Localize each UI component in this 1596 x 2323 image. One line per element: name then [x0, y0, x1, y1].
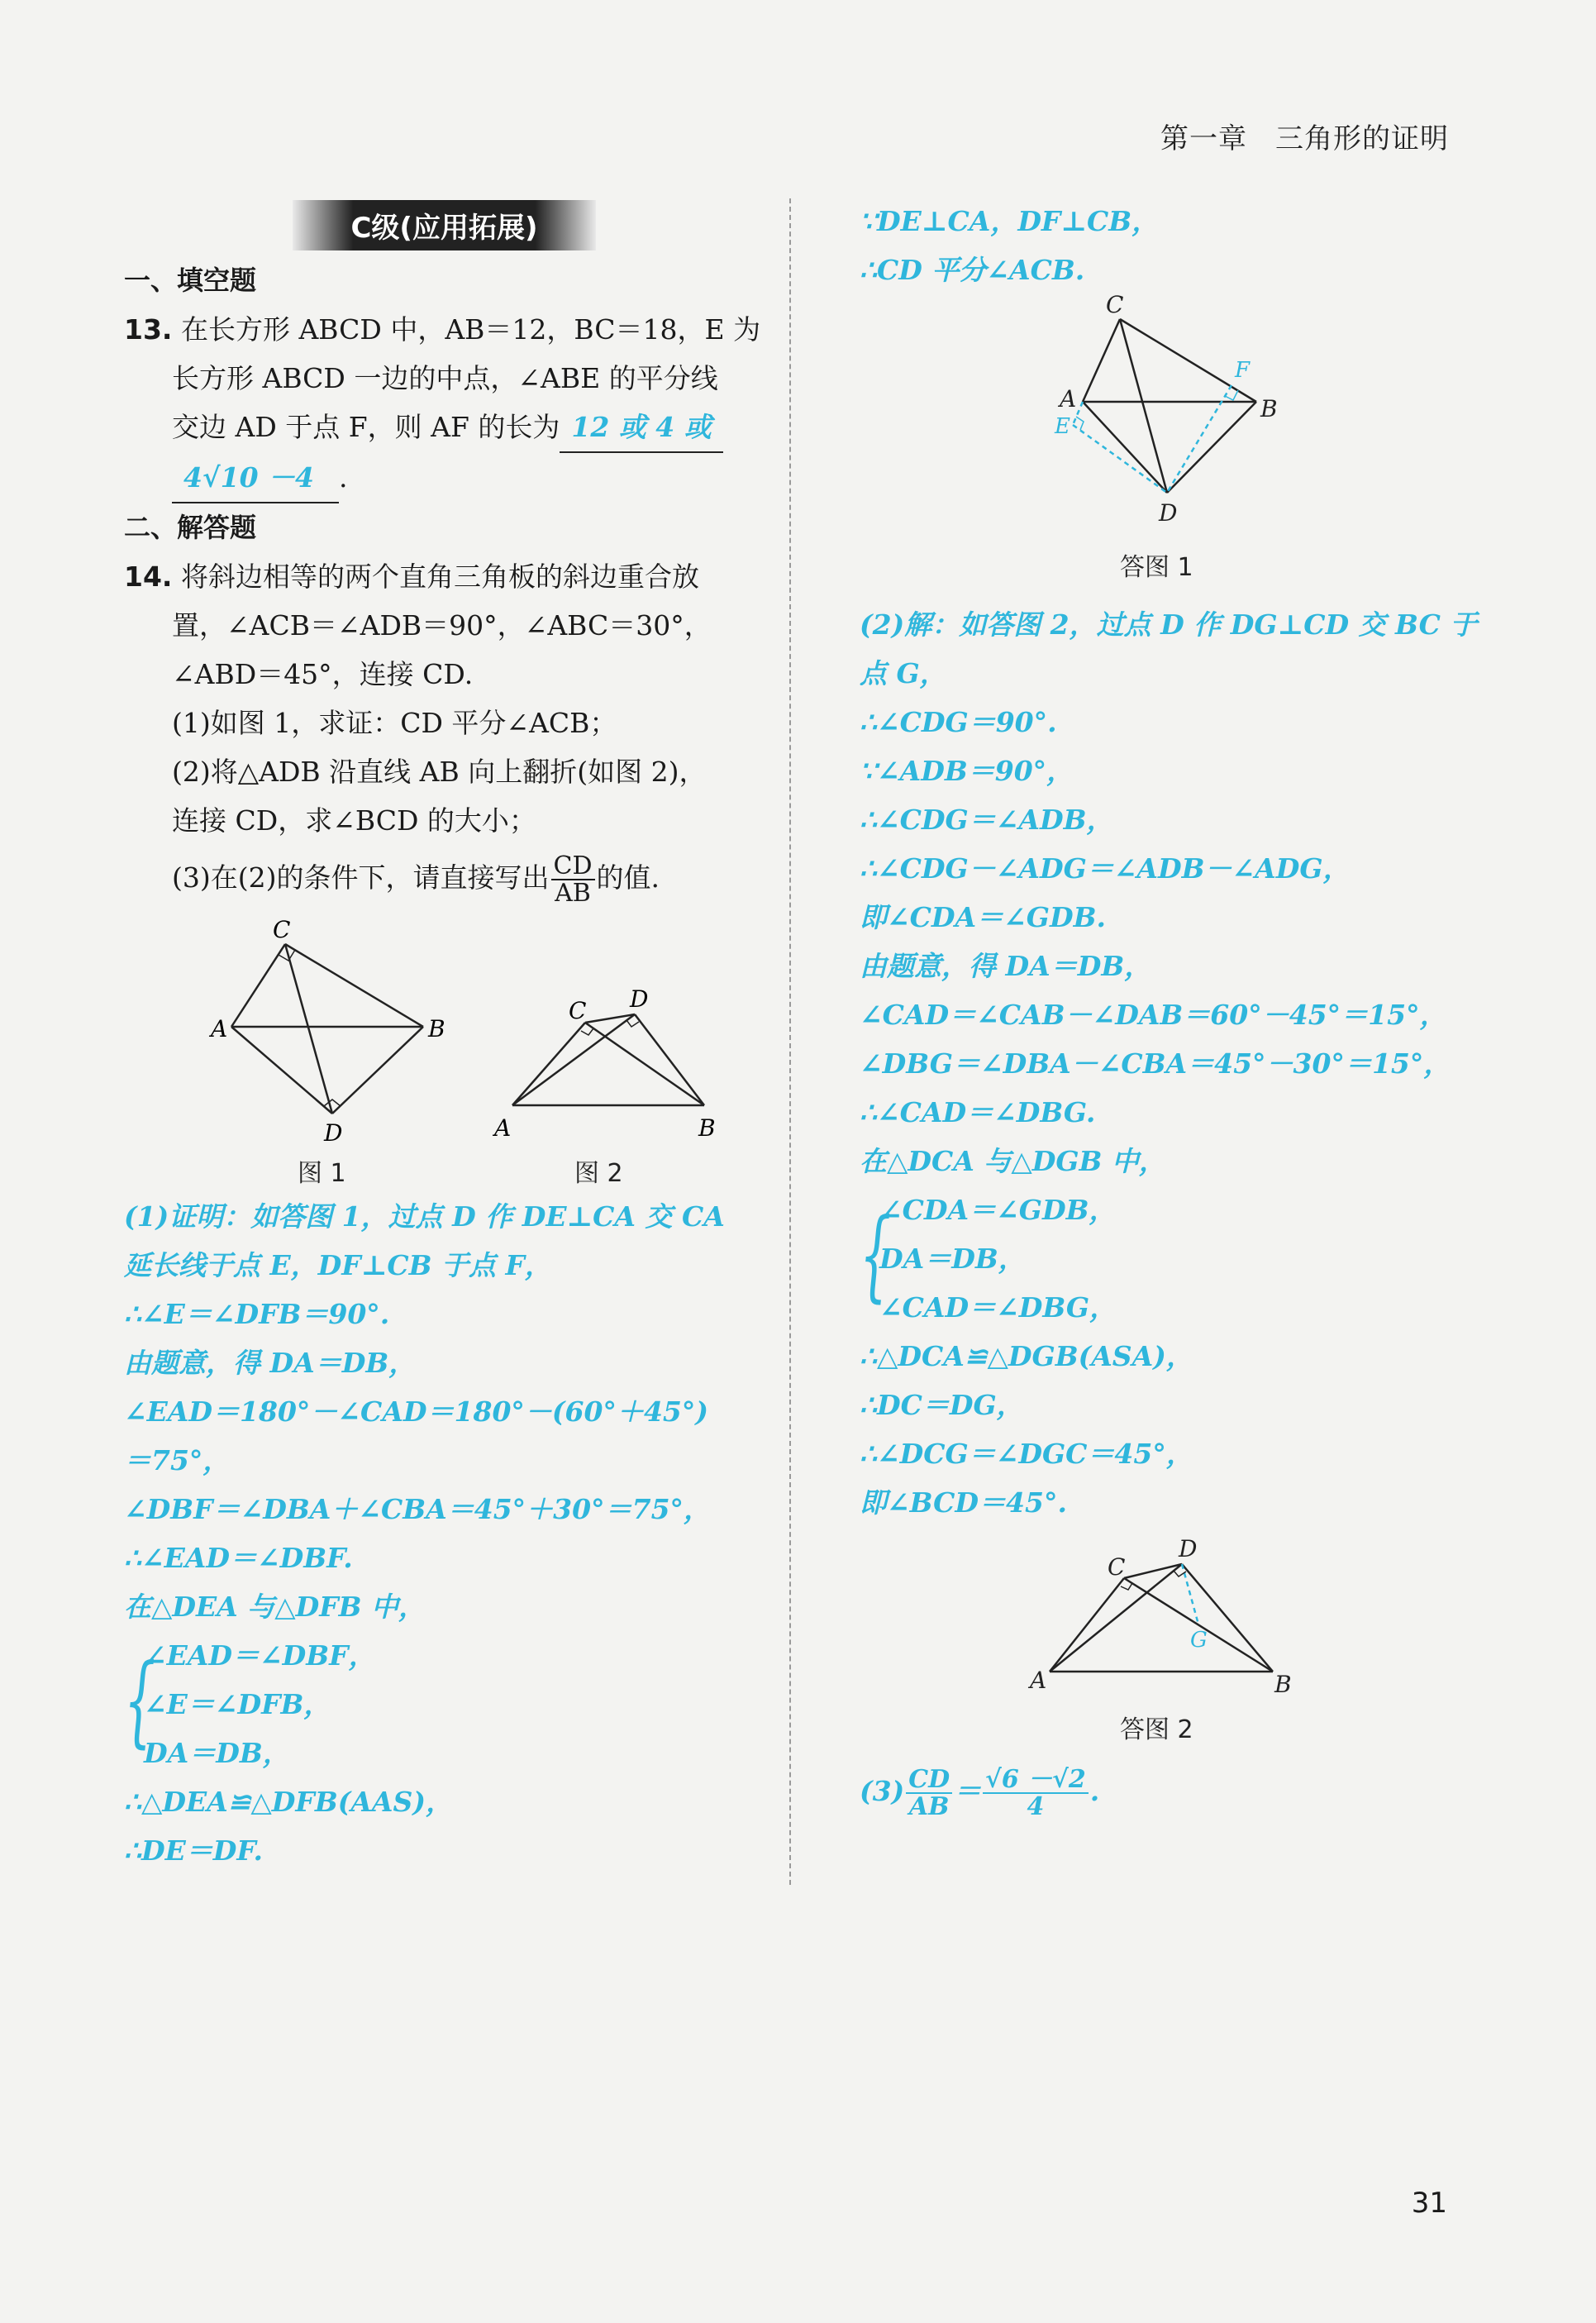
q13-line1 — [124, 305, 765, 354]
section-solve: 二、解答题 — [124, 512, 257, 543]
sol1-line: ＝75°， — [124, 1444, 231, 1476]
answer-figure-2 — [1025, 1527, 1322, 1709]
fig2-right-angle-c — [581, 1028, 593, 1035]
sol3-prefix: (3) — [860, 1775, 905, 1807]
af1-label-e: E — [1055, 414, 1070, 439]
sol3-period: . — [1089, 1775, 1100, 1807]
sol2-line: ∴∠CAD＝∠DBG. — [860, 1096, 1096, 1128]
fig2-right-angle-d — [626, 1020, 639, 1027]
section-fill-blank: 一、填空题 — [124, 265, 257, 296]
sol1-brace: { — [124, 1643, 156, 1758]
sol1-sys-line: ∠EAD＝∠DBF， — [144, 1639, 376, 1672]
af2-label-c: C — [1108, 1553, 1126, 1581]
q14-part3-text: (3)在(2)的条件下，请直接写出 — [172, 861, 550, 894]
af1-label-a: A — [1060, 385, 1077, 413]
sol3-lhs-fraction — [906, 1764, 952, 1821]
solution-2 — [860, 600, 1488, 1527]
af2-label-b: B — [1274, 1671, 1292, 1698]
af2-right-angle-c — [1121, 1583, 1132, 1590]
question-figures — [124, 919, 765, 1192]
solution-1 — [124, 1192, 765, 1875]
q13-number: 13. — [124, 313, 173, 346]
af2-seg-db — [1182, 1564, 1273, 1672]
left-column — [124, 197, 765, 1875]
sol2-line: ∠CAD＝∠CAB－∠DAB＝60°－45°＝15°， — [860, 999, 1447, 1031]
fig2-label-c: C — [569, 997, 587, 1024]
fig1-seg-ad — [231, 1027, 332, 1114]
sol2-system — [860, 1185, 1488, 1332]
fig1-label-a: A — [211, 1015, 228, 1042]
sol1-line: ∴△DEA≌△DFB(AAS)， — [124, 1786, 453, 1818]
fig1-right-angle-d — [324, 1099, 341, 1106]
af1-seg-bd — [1167, 402, 1256, 493]
q14-text1: 将斜边相等的两个直角三角板的斜边重合放 — [180, 560, 699, 593]
q13-line3 — [124, 403, 765, 453]
af1-right-angle-e — [1076, 417, 1084, 430]
q14-part2b: 连接 CD，求∠BCD 的大小； — [172, 804, 536, 837]
sol2-sys-line: ∠CAD＝∠DBG， — [879, 1291, 1117, 1324]
fig2-seg-cb — [585, 1023, 704, 1105]
q13-period: . — [339, 461, 348, 494]
fig1-label-c: C — [273, 919, 291, 943]
page-number: 31 — [1411, 2187, 1447, 2220]
sol2-line: ∠DBG＝∠DBA－∠CBA＝45°－30°＝15°， — [860, 1047, 1451, 1080]
af1-label-b: B — [1260, 395, 1278, 422]
sol2-line: 即∠CDA＝∠GDB. — [860, 901, 1106, 933]
answer-figure-1-caption: 答图 1 — [1120, 553, 1193, 582]
sol2-line: 在△DCA 与△DGB 中， — [860, 1145, 1166, 1177]
sol2-line: ∴∠CDG＝90°. — [860, 706, 1057, 738]
sol2-line: ∴∠DCG＝∠DGC＝45°， — [860, 1438, 1193, 1470]
sol3-lhs-num: CD — [906, 1767, 952, 1795]
q14-line3: ∠ABD＝45°，连接 CD. — [172, 658, 474, 690]
af2-seg-ac — [1050, 1578, 1124, 1672]
answer-figure-2-box — [860, 1527, 1488, 1758]
sol2-line: ∴∠CDG－∠ADG＝∠ADB－∠ADG， — [860, 852, 1351, 885]
fig2-seg-ad — [512, 1014, 635, 1105]
fig2-label-d: D — [630, 985, 649, 1013]
sol2-sys-line: DA＝DB， — [879, 1243, 1026, 1275]
q14-part1: (1)如图 1，求证：CD 平分∠ACB； — [172, 707, 617, 739]
figure-2-caption: 图 2 — [574, 1159, 623, 1188]
sol3-rhs-fraction — [983, 1764, 1089, 1821]
right-column — [860, 197, 1488, 1825]
sol1-line: 延长线于点 E，DF⊥CB 于点 F， — [124, 1249, 552, 1281]
fig2-label-a: A — [494, 1114, 512, 1142]
solution-3 — [860, 1758, 1488, 1825]
sol1-line: ∴∠E＝∠DFB＝90°. — [124, 1298, 390, 1330]
q13-line2: 长方形 ABCD 一边的中点，∠ABE 的平分线 — [172, 362, 718, 394]
sol2-line: ∴△DCA≌△DGB(ASA)， — [860, 1340, 1193, 1372]
fig1-seg-bd — [332, 1027, 423, 1114]
af1-seg-ca — [1083, 319, 1120, 402]
fig2-label-b: B — [698, 1114, 716, 1142]
sol3-lhs-den: AB — [908, 1792, 950, 1821]
sol1-cont-line: ∵DE⊥CA，DF⊥CB， — [860, 205, 1160, 237]
af1-label-d: D — [1159, 499, 1178, 527]
chapter-number: 第一章 — [1160, 122, 1247, 155]
q14-part3 — [124, 845, 765, 911]
chapter-title: 三角形的证明 — [1275, 122, 1449, 155]
q13-line4 — [124, 453, 765, 503]
sol1-line: (1)证明：如答图 1，过点 D 作 DE⊥CA 交 CA — [124, 1200, 725, 1233]
af1-right-angle-f — [1225, 390, 1238, 400]
sol1-line: ∴∠EAD＝∠DBF. — [124, 1542, 353, 1574]
sol3-rhs-den: 4 — [1027, 1792, 1045, 1821]
sol1-sys-line: DA＝DB， — [144, 1737, 290, 1769]
sol3-equals: ＝ — [954, 1775, 982, 1807]
sol2-line: ∴∠CDG＝∠ADB， — [860, 804, 1114, 836]
q14-part2a: (2)将△ADB 沿直线 AB 向上翻折(如图 2)， — [172, 756, 707, 788]
q14-part3-end: 的值. — [596, 861, 660, 894]
q13-text3: 交边 AD 于点 F，则 AF 的长为 — [172, 411, 560, 443]
fig1-seg-cd — [285, 944, 332, 1114]
answer-figure-1-box — [860, 294, 1488, 600]
solution-1-continued — [860, 197, 1488, 294]
fig1-label-b: B — [428, 1015, 445, 1042]
fig1-label-d: D — [324, 1119, 343, 1147]
sol2-line: ∴DC＝DG， — [860, 1389, 1024, 1421]
fig2-seg-ac — [512, 1023, 585, 1105]
q14-frac-den: AB — [555, 879, 591, 908]
sol1-system — [124, 1631, 765, 1777]
sol2-line: (2)解：如答图 2，过点 D 作 DG⊥CD 交 BC 于 — [860, 608, 1478, 641]
q14-line2: 置，∠ACB＝∠ADB＝90°，∠ABC＝30°， — [172, 609, 712, 642]
sol1-sys-line: ∠E＝∠DFB， — [144, 1688, 331, 1720]
q14-line1 — [124, 552, 765, 601]
q14-frac-num: CD — [551, 853, 595, 881]
q14-number: 14. — [124, 560, 173, 593]
level-banner: C级(应用拓展) — [293, 200, 595, 250]
q14-fraction — [551, 853, 595, 907]
af2-label-g: G — [1190, 1628, 1208, 1653]
af2-label-a: A — [1030, 1667, 1047, 1694]
figure-1-caption: 图 1 — [298, 1159, 346, 1188]
figure-2 — [488, 919, 736, 1151]
af1-label-c: C — [1106, 294, 1124, 318]
q13-answer-blank2: 4√10 －4 — [172, 453, 339, 503]
fig1-seg-cb — [285, 944, 423, 1027]
q13-answer-blank1: 12 或 4 或 — [560, 403, 722, 453]
af2-label-d: D — [1179, 1535, 1198, 1562]
sol2-line: ∵∠ADB＝90°， — [860, 755, 1074, 787]
sol1-line: ∠EAD＝180°－∠CAD＝180°－(60°＋45°) — [124, 1395, 709, 1428]
af1-label-f: F — [1235, 358, 1251, 383]
sol2-line: 由题意，得 DA＝DB， — [860, 950, 1152, 982]
sol3-rhs-num: √6 －√2 — [983, 1767, 1089, 1795]
answer-figure-1 — [1025, 294, 1322, 542]
fig1-seg-ca — [231, 944, 285, 1027]
page-header — [1160, 116, 1449, 156]
af1-seg-de — [1073, 425, 1167, 493]
answer-figure-2-caption: 答图 2 — [1120, 1715, 1193, 1744]
fig2-seg-db — [635, 1014, 704, 1105]
sol1-line: 在△DEA 与△DFB 中， — [124, 1591, 426, 1623]
sol2-line: 即∠BCD＝45°. — [860, 1486, 1067, 1519]
sol1-line: 由题意，得 DA＝DB， — [124, 1347, 417, 1379]
sol2-brace: { — [860, 1198, 892, 1313]
sol2-sys-line: ∠CDA＝∠GDB， — [879, 1194, 1117, 1226]
sol2-line: 点 G， — [860, 657, 947, 689]
sol1-line: ∴DE＝DF. — [124, 1834, 263, 1867]
figure-1 — [207, 919, 479, 1151]
column-divider — [789, 198, 791, 1885]
sol1-line: ∠DBF＝∠DBA＋∠CBA＝45°＋30°＝75°， — [124, 1493, 712, 1525]
q13-text1: 在长方形 ABCD 中，AB＝12，BC＝18，E 为 — [180, 313, 761, 346]
sol1-cont-line: ∴CD 平分∠ACB. — [860, 254, 1085, 286]
